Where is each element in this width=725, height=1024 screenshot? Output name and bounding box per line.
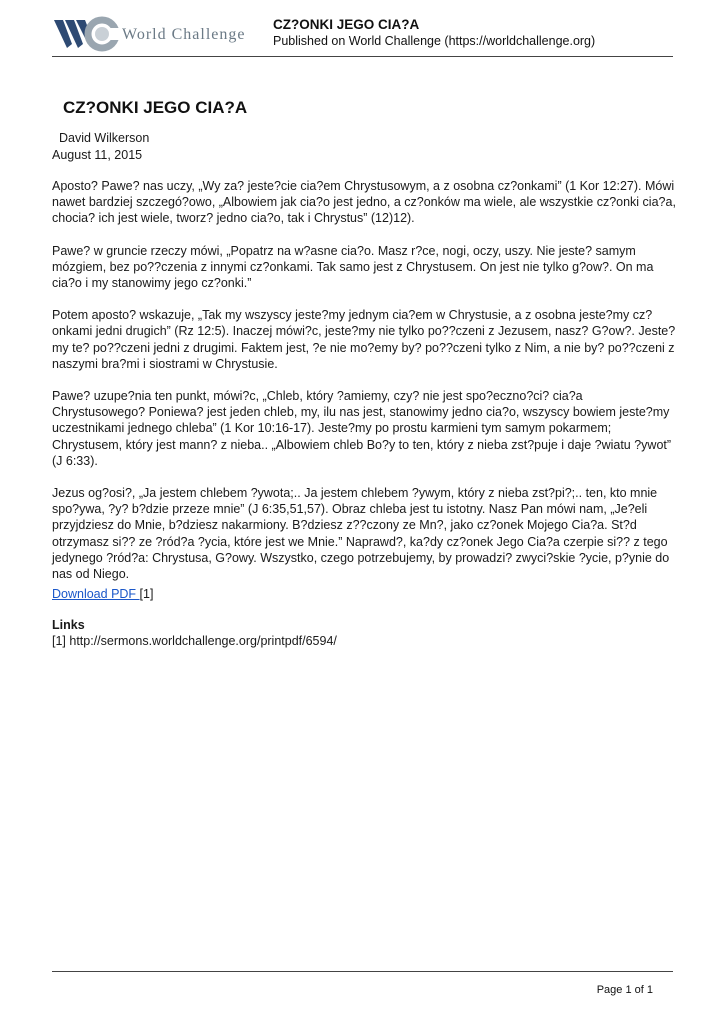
article-body — [52, 178, 677, 598]
world-challenge-logo-icon — [52, 14, 122, 54]
link-item: [1] http://sermons.worldchallenge.org/printpdf/6594/ — [52, 634, 337, 648]
paragraph: Aposto? Pawe? nas uczy, „Wy za? jeste?cie cia?em Chrystusowym, a z osobna cz?onkami” (1 Kor 12:27). Mówi nawet bardziej szczegó?owo, „Albowiem jak cia?o jest jedno, a cz?onków ma wiele, ale wszystkie cz?onki cia?a, chocia? ich jest wiele, tworz? jedno cia?o, tak i Chrystus” (12)12). — [52, 179, 676, 226]
article-date: August 11, 2015 — [52, 148, 143, 162]
paragraph: Pawe? uzupe?nia ten punkt, mówi?c, „Chleb, który ?amiemy, czy? nie jest spo?eczno?ci? cia?a Chrystusowego? Poniewa? jest jeden chleb, my, ilu nas jest, stanowimy jedno cia?o, wszyscy bowiem jeste?my uczestnikami jednego chleba” (1 Kor 10:16-17). Jeste?my po prostu karmieni tym samym pokarmem; Chrystusem, który jest mann? z nieba.. „Albowiem chleb Bo?y to ten, który z nieba zst?puje i daje ?wiatu ?ywot” (J 6:33). — [52, 389, 672, 468]
page-header — [52, 12, 673, 57]
paragraph: Potem aposto? wskazuje, „Tak my wszyscy jeste?my jednym cia?em w Chrystusie, a z osobna jeste?my cz?onkami jedni drugich” (Rz 12:5). Inaczej mówi?c, jeste?my nie tylko po??czeni z Jezusem, nasz? G?ow?. Jeste?my te? po??czeni jedni z drugimi. Faktem jest, ?e nie mo?emy by? po??czeni tylko z Nim, a nie by? po??czeni z naszymi bra?mi i siostrami w Chrystusie. — [52, 308, 676, 371]
paragraph: Pawe? w gruncie rzeczy mówi, „Popatrz na w?asne cia?o. Masz r?ce, nogi, oczy, uszy. Nie jeste? samym mózgiem, bez po??czenia z innymi cz?onkami. Tak samo jest z Chrystusem. On jest nie tylko g?ow?. On ma cia?o i my stanowimy jego cz?onki.” — [52, 243, 654, 291]
download-row — [52, 587, 153, 601]
header-published: Published on World Challenge (https://worldchallenge.org) — [273, 34, 596, 48]
header-title: CZ?ONKI JEGO CIA?A — [273, 17, 420, 32]
page-number: Page 1 of 1 — [596, 984, 653, 996]
article-author: David Wilkerson — [59, 131, 150, 145]
world-challenge-logo — [52, 14, 257, 54]
logo-text: World Challenge — [122, 26, 246, 43]
links-heading: Links — [52, 618, 85, 632]
download-ref: [1] — [139, 587, 154, 601]
footer-divider — [52, 971, 673, 972]
download-pdf-link[interactable]: Download PDF — [52, 587, 140, 601]
article-title: CZ?ONKI JEGO CIA?A — [63, 98, 248, 117]
paragraph: Jezus og?osi?, „Ja jestem chlebem ?ywota;.. Ja jestem chlebem ?ywym, który z nieba zst?pi?;.. ten, kto mnie spo?ywa, ?y? b?dzie przeze mnie” (J 6:35,51,57). Obraz chleba jest tu istotny. Nasz Pan mówi nam, „Je?eli przyjdziesz do Mnie, b?dziesz nakarmiony. B?dziesz z??czony ze Mn?, jako cz?onek Mojego Cia?a. St?d otrzymasz si?? ze ?ród?a ?ycia, które jest we Mnie.” Naprawd?, ka?dy cz?onek Jego Cia?a czerpie si?? z tego jedynego ?ród?a: Chrystusa, G?owy. Wszystko, czego potrzebujemy, by prowadzi? zwyci?skie ?ycie, p?ynie do nas od Niego. — [52, 486, 670, 582]
